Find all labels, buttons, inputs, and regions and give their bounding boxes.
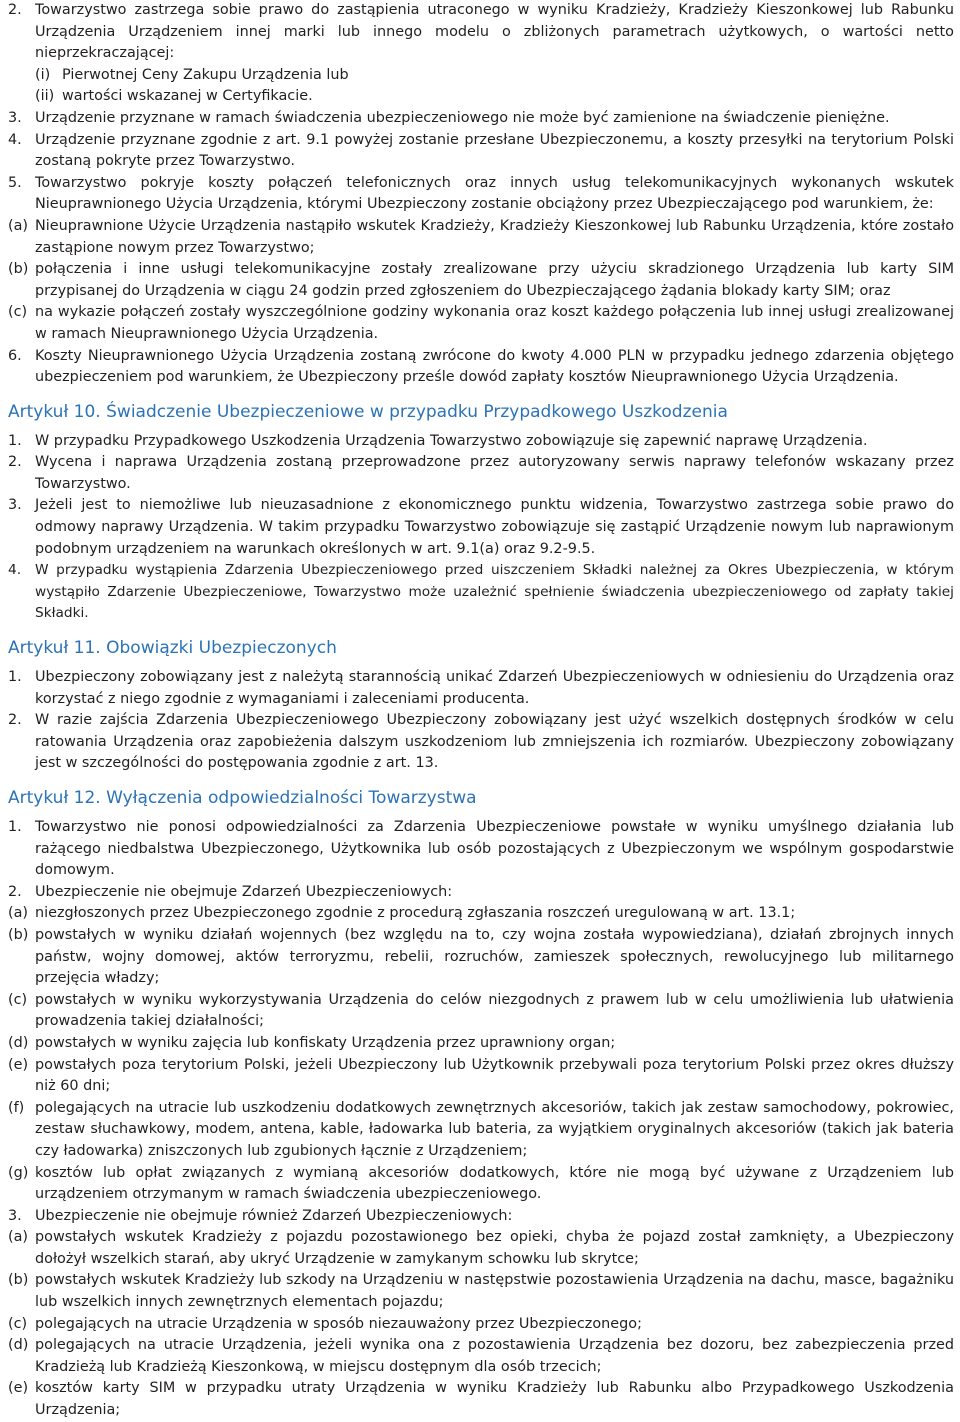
article-10-heading [8,401,954,423]
sub-list-item: (d) powstałych w wyniku zajęcia lub konfiskaty Urządzenia przez uprawniony organ; [8,1034,616,1051]
article-11-body [8,667,954,775]
list-item: 4. Urządzenie przyznane zgodnie z art. 9.1 powyżej zostanie przesłane Ubezpieczonemu, a koszty przesyłki na terytorium Polski zostaną pokryte przez Towarzystwo. [8,131,954,170]
article-title: Obowiązki Ubezpieczonych [106,638,337,659]
list-item: 1. W przypadku Przypadkowego Uszkodzenia Urządzenia Towarzystwo zobowiązuje się zapewnić naprawę Urządzenia. [8,432,868,449]
list-item: 2. Ubezpieczenie nie obejmuje Zdarzeń Ubezpieczeniowych: [8,883,453,900]
article-12-heading [8,787,954,809]
article-9-continuation [8,0,954,389]
sub-list-item: (b) powstałych wskutek Kradzieży lub szkody na Urządzeniu w następstwie pozostawienia Urządzenia na dachu, masce, bagażniku lub wszelkich innych zewnętrznych elementach pojazdu; [8,1272,954,1311]
sub-list-item: (a) niezgłoszonych przez Ubezpieczonego zgodnie z procedurą zgłaszania roszczeń uregulowaną w art. 13.1; [8,905,796,922]
list-item: 5. Towarzystwo pokryje koszty połączeń telefonicznych oraz innych usług telekomunikacyjnych wykonanych wskutek Nieuprawnionego Użycia Urządzenia, którymi Ubezpieczony zostanie obciążony przez Ubezpieczającego pod warunkiem, że: [8,174,954,213]
sub-list-item: (g) kosztów lub opłat związanych z wymianą akcesoriów dodatkowych, które nie mogą być używane z Urządzeniem lub urządzeniem otrzymanym w ramach świadczenia ubezpieczeniowego. [8,1164,954,1203]
sub-list-item: (c) powstałych w wyniku wykorzystywania Urządzenia do celów niezgodnych z prawem lub w celu umożliwienia lub ułatwienia prowadzenia takiej działalności; [8,991,954,1030]
article-number: Artykuł 10. [8,401,101,422]
list-item: 2. W razie zajścia Zdarzenia Ubezpieczeniowego Ubezpieczony zobowiązany jest użyć wszelkich dostępnych środków w celu ratowania Urządzenia oraz zapobieżenia dalszym uszkodzeniom lub zmniejszenia ich rozmiarów. Ubezpieczony zobowiązany jest w szczególności do postępowania zgodnie z art. 13. [8,712,954,772]
sub-list-item: (c) na wykazie połączeń zostały wyszczególnione godziny wykonania oraz koszt każdego połączenia lub innej usługi zrealizowanej w ramach Nieuprawnionego Użycia Urządzenia. [8,304,954,342]
sub-list-item: (a) Nieuprawnione Użycie Urządzenia nastąpiło wskutek Kradzieży, Kradzieży Kieszonkowej lub Rabunku Urządzenia, które zostało zastąpione nowym przez Towarzystwo; [8,217,954,256]
sub-list-item: (ii) wartości wskazanej w Certyfikacie. [35,88,313,105]
list-item: 2. Towarzystwo zastrzega sobie prawo do zastąpienia utraconego w wyniku Kradzieży, Kradzieży Kieszonkowej lub Rabunku Urządzenia Urządzeniem innej marki lub innego modelu o zbliżonych parametrach użytkowych, o wartości netto nieprzekraczającej: [8,2,954,62]
article-title: Świadczenie Ubezpieczeniowe w przypadku Przypadkowego Uszkodzenia [106,401,728,422]
sub-list-item: (e) powstałych poza terytorium Polski, jeżeli Ubezpieczony lub Użytkownik przebywali poza terytorium Polski przez okres dłuższy niż 60 dni; [8,1056,954,1095]
list-item: 3. Jeżeli jest to niemożliwe lub nieuzasadnione z ekonomicznego punktu widzenia, Towarzystwo zastrzega sobie prawo do odmowy naprawy Urządzenia. W takim przypadku Towarzystwo zobowiązuje się zastąpić Urządzenie nowym lub naprawionym podobnym urządzeniem na warunkach określonych w art. 9.1(a) oraz 9.2-9.5. [8,497,954,557]
sub-list-item: (f) polegających na utracie lub uszkodzeniu dodatkowych zewnętrznych akcesoriów, takich jak zestaw samochodowy, pokrowiec, zestaw słuchawkowy, modem, antena, kable, ładowarka lub bateria, za wyjątkiem oryginalnych akcesoriów (takich jak bateria czy ładowarka) zniszczonych lub zgubionych łącznie z Urządzeniem; [8,1099,954,1159]
list-item: 1. Towarzystwo nie ponosi odpowiedzialności za Zdarzenia Ubezpieczeniowe powstałe w wyniku umyślnego działania lub rażącego niedbalstwa Ubezpieczonego, Użytkownika lub osób pozostających z Ubezpieczonym we wspólnym gospodarstwie domowym. [8,819,954,879]
list-item: 2. Wycena i naprawa Urządzenia zostaną przeprowadzone przez autoryzowany serwis naprawy telefonów wskazany przez Towarzystwo. [8,454,954,492]
article-10-body [8,431,954,625]
list-item: 3. Urządzenie przyznane w ramach świadczenia ubezpieczeniowego nie może być zamienione na świadczenie pieniężne. [8,109,890,126]
sub-list-item: (d) polegających na utracie Urządzenia, jeżeli wynika ona z pozostawienia Urządzenia bez dozoru, bez zabezpieczenia przed Kradzieżą lub Kradzieżą Kieszonkową, w miejscu dostępnym dla osób trzecich; [8,1337,954,1375]
article-number: Artykuł 11. [8,638,101,659]
sub-list-item: (a) powstałych wskutek Kradzieży z pojazdu pozostawionego bez opieki, chyba że pojazd został zamknięty, a Ubezpieczony dołożył wszelkich starań, aby ukryć Urządzenie w zamykanym schowku lub skrytce; [8,1229,954,1267]
article-number: Artykuł 12. [8,788,101,808]
sub-list-item: (c) polegających na utracie Urządzenia w sposób niezauważony przez Ubezpieczonego; [8,1315,642,1332]
article-11-heading [8,637,954,659]
list-item: 6. Koszty Nieuprawnionego Użycia Urządzenia zostaną zwrócone do kwoty 4.000 PLN w przypadku jednego zdarzenia objętego ubezpieczeniem pod warunkiem, że Ubezpieczony prześle dowód zapłaty kosztów Nieuprawnionego Użycia Urządzenia. [8,347,954,386]
list-item: 4. W przypadku wystąpienia Zdarzenia Ubezpieczeniowego przed uiszczeniem Składki należnej za Okres Ubezpieczenia, w którym wystąpiło Zdarzenie Ubezpieczeniowe, Towarzystwo może uzależnić spełnienie świadczenia ubezpieczeniowego od zapłaty takiej Składki. [8,562,954,622]
article-12-body [8,817,954,1422]
article-title: Wyłączenia odpowiedzialności Towarzystwa [106,788,477,808]
sub-list-item: (b) powstałych w wyniku działań wojennych (bez względu na to, czy wojna została wypowiedziana), działań zbrojnych innych państw, wojny domowej, aktów terroryzmu, rebelii, rozruchów, zamieszek społecznych, rewolucyjnego lub militarnego przejęcia władzy; [8,926,954,987]
sub-list-item: (e) kosztów karty SIM w przypadku utraty Urządzenia w wyniku Kradzieży lub Rabunku albo Przypadkowego Uszkodzenia Urządzenia; [8,1380,954,1419]
list-item: 3. Ubezpieczenie nie obejmuje również Zdarzeń Ubezpieczeniowych: [8,1207,513,1224]
sub-list-item: (i) Pierwotnej Ceny Zakupu Urządzenia lub [35,66,349,83]
sub-list-item: (b) połączenia i inne usługi telekomunikacyjne zostały zrealizowane przy użyciu skradzionego Urządzenia lub karty SIM przypisanej do Urządzenia w ciągu 24 godzin przed zgłoszeniem do Ubezpieczającego żądania blokady karty SIM; oraz [8,261,954,299]
list-item: 1. Ubezpieczony zobowiązany jest z należytą starannością unikać Zdarzeń Ubezpieczeniowych w odniesieniu do Urządzenia oraz korzystać z niego zgodnie z wymaganiami i zaleceniami producenta. [8,669,954,707]
